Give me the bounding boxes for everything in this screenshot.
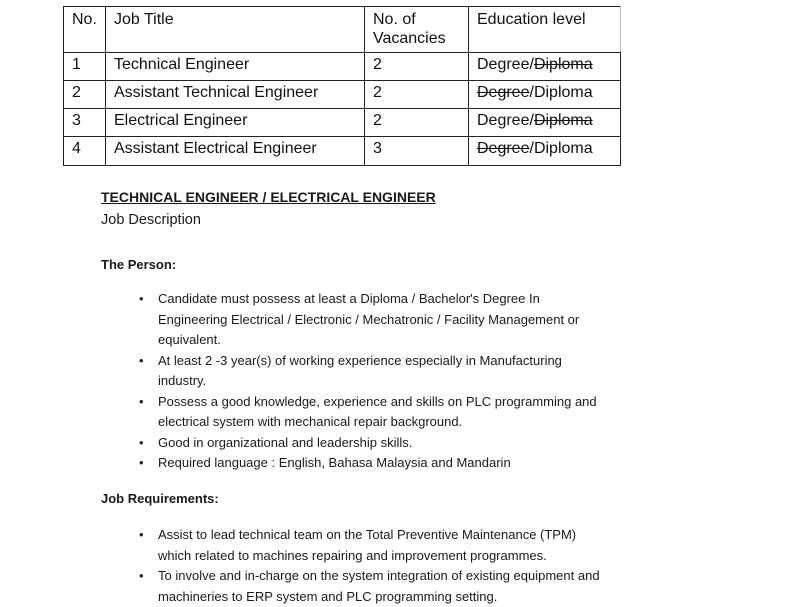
header-education: Education level	[469, 7, 621, 53]
table-row	[64, 109, 621, 137]
header-job-title: Job Title	[106, 7, 365, 53]
row-education	[469, 109, 621, 137]
edu-diploma: Diploma	[533, 84, 593, 101]
table-row	[64, 81, 621, 109]
table-row	[64, 137, 621, 166]
row-title: Assistant Technical Engineer	[106, 81, 365, 109]
edu-degree: Degree	[477, 56, 530, 73]
row-education	[469, 53, 621, 81]
row-vacancies: 2	[365, 53, 469, 81]
row-vacancies: 2	[365, 81, 469, 109]
edu-diploma-struck: Diploma	[533, 112, 593, 129]
list-item: • Candidate must possess at least a Diploma / Bachelor's Degree In Engineering Electrical / Electronic / Mechatronic / Facility Management or equivalent.	[139, 289, 609, 351]
vacancy-table	[63, 6, 621, 166]
person-list	[139, 289, 609, 474]
requirements-list	[139, 525, 609, 607]
row-title: Assistant Electrical Engineer	[106, 137, 365, 166]
row-no: 3	[64, 109, 106, 137]
list-item: • Required language : English, Bahasa Malaysia and Mandarin	[139, 453, 609, 474]
list-item: • To involve and in-charge on the system integration of existing equipment and machineries to ERP system and PLC programming setting.	[139, 566, 609, 607]
row-no: 4	[64, 137, 106, 166]
edu-diploma-struck: Diploma	[533, 56, 593, 73]
edu-separator: /	[529, 112, 534, 129]
edu-diploma: Diploma	[533, 140, 593, 157]
edu-degree-struck: Degree	[477, 140, 530, 157]
row-vacancies: 3	[365, 137, 469, 166]
header-vacancies: No. of Vacancies	[365, 7, 469, 53]
row-education	[469, 81, 621, 109]
row-no: 2	[64, 81, 106, 109]
header-no: No.	[64, 7, 106, 53]
row-title: Electrical Engineer	[106, 109, 365, 137]
row-vacancies: 2	[365, 109, 469, 137]
section-title: TECHNICAL ENGINEER / ELECTRICAL ENGINEER	[101, 189, 436, 205]
list-item: • At least 2 -3 year(s) of working experience especially in Manufacturing industry.	[139, 351, 609, 392]
row-education	[469, 137, 621, 166]
requirements-heading: Job Requirements:	[101, 491, 219, 506]
section-subtitle: Job Description	[101, 212, 201, 228]
list-item: • Assist to lead technical team on the Total Preventive Maintenance (TPM) which related to machines repairing and improvement programmes.	[139, 525, 609, 566]
person-heading: The Person:	[101, 257, 177, 272]
edu-degree-struck: Degree	[477, 84, 530, 101]
edu-degree: Degree	[477, 112, 530, 129]
row-no: 1	[64, 53, 106, 81]
list-item: • Possess a good knowledge, experience and skills on PLC programming and electrical system with mechanical repair background.	[139, 392, 609, 433]
table-row	[64, 53, 621, 81]
edu-separator: /	[529, 84, 534, 101]
edu-separator: /	[529, 56, 534, 73]
row-title: Technical Engineer	[106, 53, 365, 81]
table-header-row	[64, 7, 621, 53]
edu-separator: /	[529, 140, 534, 157]
list-item: • Good in organizational and leadership skills.	[139, 433, 609, 454]
